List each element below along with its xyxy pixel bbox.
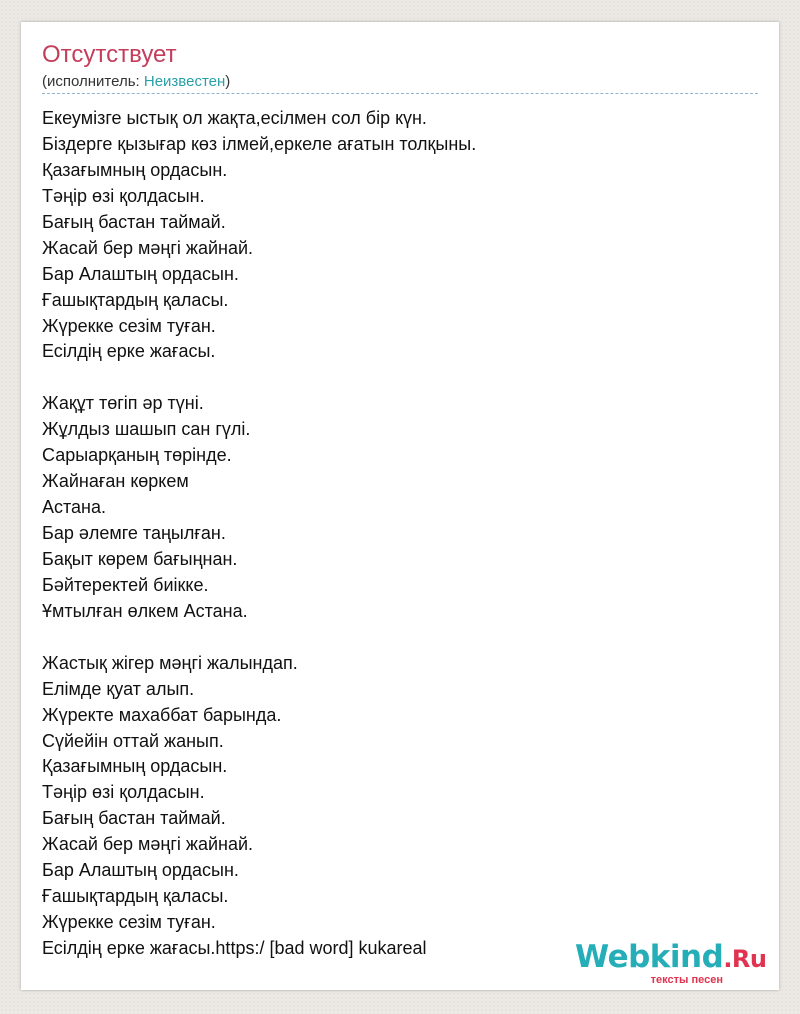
- stanza-break: [42, 625, 762, 651]
- song-title: Отсутствует: [42, 41, 177, 68]
- lyric-line: Ұмтылған өлкем Астана.: [42, 600, 248, 621]
- lyric-line: Ғашықтардың қаласы.: [42, 289, 229, 310]
- lyric-line: Жүрекке сезім туған.: [42, 912, 216, 933]
- lyric-line: Ғашықтардың қаласы.: [42, 886, 229, 907]
- stanza-break: [42, 365, 762, 391]
- logo-name: Webkind: [575, 939, 724, 975]
- logo-tagline: тексты песен: [650, 974, 723, 986]
- lyrics-card: [21, 22, 779, 990]
- lyric-line: Сүйейін оттай жанып.: [42, 730, 224, 751]
- lyric-line: Жақұт төгіп әр түні.: [42, 393, 204, 414]
- lyric-line: Есілдің ерке жағасы.: [42, 341, 216, 362]
- lyric-line: Екеумізге ыстық ол жақта,есілмен сол бір күн.: [42, 108, 427, 128]
- artist-line: [42, 73, 230, 91]
- lyric-line: Бар Алаштың ордасын.: [42, 263, 239, 284]
- lyric-line: Қазағымның ордасын.: [42, 159, 228, 180]
- lyric-line: Есілдің ерке жағасы.https:/ [bad word] kukareal: [42, 938, 427, 958]
- lyric-line: Жүректе махаббат барында.: [42, 704, 282, 725]
- lyric-line: Жайнаған көркем: [42, 471, 189, 492]
- lyric-line: Астана.: [42, 497, 107, 518]
- lyric-line: Жұлдыз шашып сан гүлі.: [42, 419, 251, 440]
- lyric-line: Елімде қуат алып.: [42, 678, 195, 699]
- site-logo[interactable]: [575, 940, 771, 986]
- lyric-line: Бағың бастан таймай.: [42, 808, 226, 829]
- logo-wordmark: [575, 940, 767, 976]
- artist-link[interactable]: Неизвестен: [143, 73, 226, 90]
- lyric-line: Жасай бер мәңгі жайнай.: [42, 834, 254, 855]
- lyric-line: Тәңір өзі қолдасын.: [42, 782, 205, 803]
- lyric-line: Бағың бастан таймай.: [42, 211, 226, 232]
- logo-tld: .Ru: [723, 945, 767, 973]
- lyrics-text: [42, 106, 762, 962]
- lyric-line: Сарыарқаның төрінде.: [42, 445, 232, 466]
- lyric-line: Бәйтеректей биікке.: [42, 574, 209, 595]
- lyric-line: Бар әлемге таңылған.: [42, 523, 226, 543]
- lyric-line: Жасай бер мәңгі жайнай.: [42, 237, 254, 258]
- lyric-line: Бақыт көрем бағыңнан.: [42, 548, 238, 569]
- lyric-line: Жүрекке сезім туған.: [42, 315, 216, 336]
- lyric-line: Тәңір өзі қолдасын.: [42, 185, 205, 206]
- artist-prefix: (исполнитель:: [42, 73, 144, 90]
- lyric-line: Жастық жігер мәңгі жалындап.: [42, 652, 298, 673]
- lyric-line: Біздерге қызығар көз ілмей,еркеле ағатын толқыны.: [42, 133, 477, 154]
- lyric-line: Қазағымның ордасын.: [42, 756, 228, 777]
- lyric-line: Бар Алаштың ордасын.: [42, 860, 239, 881]
- title-divider: [42, 93, 758, 94]
- artist-suffix: ): [225, 73, 231, 90]
